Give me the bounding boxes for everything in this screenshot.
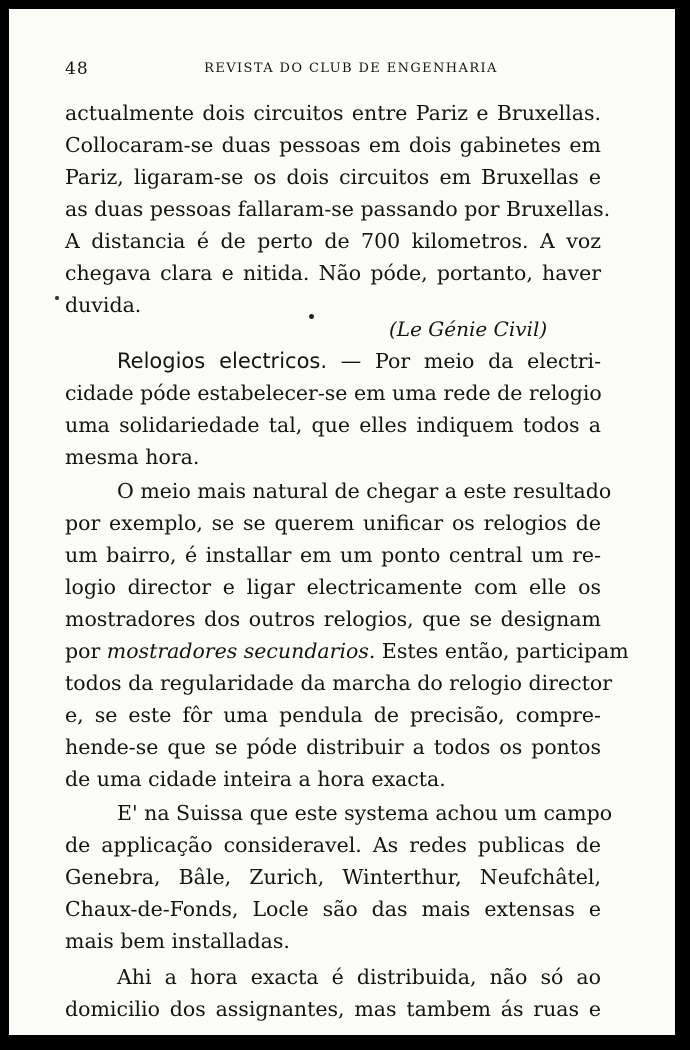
text-line: por exemplo, se se querem unificar os relogios de (65, 511, 601, 535)
text-fragment: Estes então, participam (375, 639, 629, 663)
text-line: chegava clara e nitida. Não póde, portanto, haver (65, 261, 601, 285)
text-line: duvida. (65, 293, 142, 317)
text-line: logio director e ligar electricamente com elle os (65, 575, 601, 599)
text-line: hende-se que se póde distribuir a todos os pontos (65, 735, 601, 759)
text-line: e, se este fôr uma pendula de precisão, compre- (65, 703, 601, 727)
print-speck (309, 314, 314, 319)
section-first-line (117, 345, 601, 377)
text-line: Collocaram-se duas pessoas em dois gabinetes em (65, 133, 601, 157)
text-line: Ahi a hora exacta é distribuida, não só ao (117, 965, 601, 989)
text-line: A distancia é de perto de 700 kilometros. A voz (65, 229, 601, 253)
text-line: todos da regularidade da marcha do relogio director (65, 671, 613, 695)
text-line: de uma cidade inteira a hora exacta. (65, 767, 446, 791)
text-line: actualmente dois circuitos entre Pariz e Bruxellas. (65, 101, 601, 125)
italic-term: mostradores secundarios. (106, 639, 376, 663)
section-first-line-text: — Por meio da electri- (327, 349, 602, 373)
text-line: Genebra, Bâle, Zurich, Winterthur, Neufchâtel, (65, 865, 601, 889)
margin-mark (55, 296, 59, 300)
book-page (9, 9, 675, 1035)
text-line-mixed (65, 635, 629, 667)
text-line: E' na Suissa que este systema achou um campo (117, 801, 613, 825)
text-line: Chaux-de-Fonds, Locle são das mais extensas e (65, 897, 601, 921)
text-line: de applicação consideravel. As redes publicas de (65, 833, 601, 857)
text-line: mesma hora. (65, 445, 200, 469)
text-line: cidade póde estabelecer-se em uma rede de relogio (65, 381, 602, 405)
text-line: um bairro, é installar em um ponto central um re- (65, 543, 601, 567)
running-title: REVISTA DO CLUB DE ENGENHARIA (204, 61, 498, 76)
text-line: mais bem installadas. (65, 929, 290, 953)
text-line: O meio mais natural de chegar a este resultado (117, 479, 612, 503)
section-title: Relogios electricos. (117, 349, 328, 373)
text-line: Pariz, ligaram-se os dois circuitos em Bruxellas e (65, 165, 601, 189)
page-number: 48 (65, 59, 89, 79)
text-line: uma solidariedade tal, que elles indiquem todos a (65, 413, 601, 437)
page-header (9, 59, 675, 83)
text-line: as duas pessoas fallaram-se passando por Bruxellas. (65, 197, 611, 221)
text-line: mostradores dos outros relogios, que se designam (65, 607, 601, 631)
text-line: domicilio dos assignantes, mas tambem ás ruas e (65, 997, 601, 1021)
source-citation: (Le Génie Civil) (389, 317, 548, 341)
text-fragment: por (65, 639, 107, 663)
